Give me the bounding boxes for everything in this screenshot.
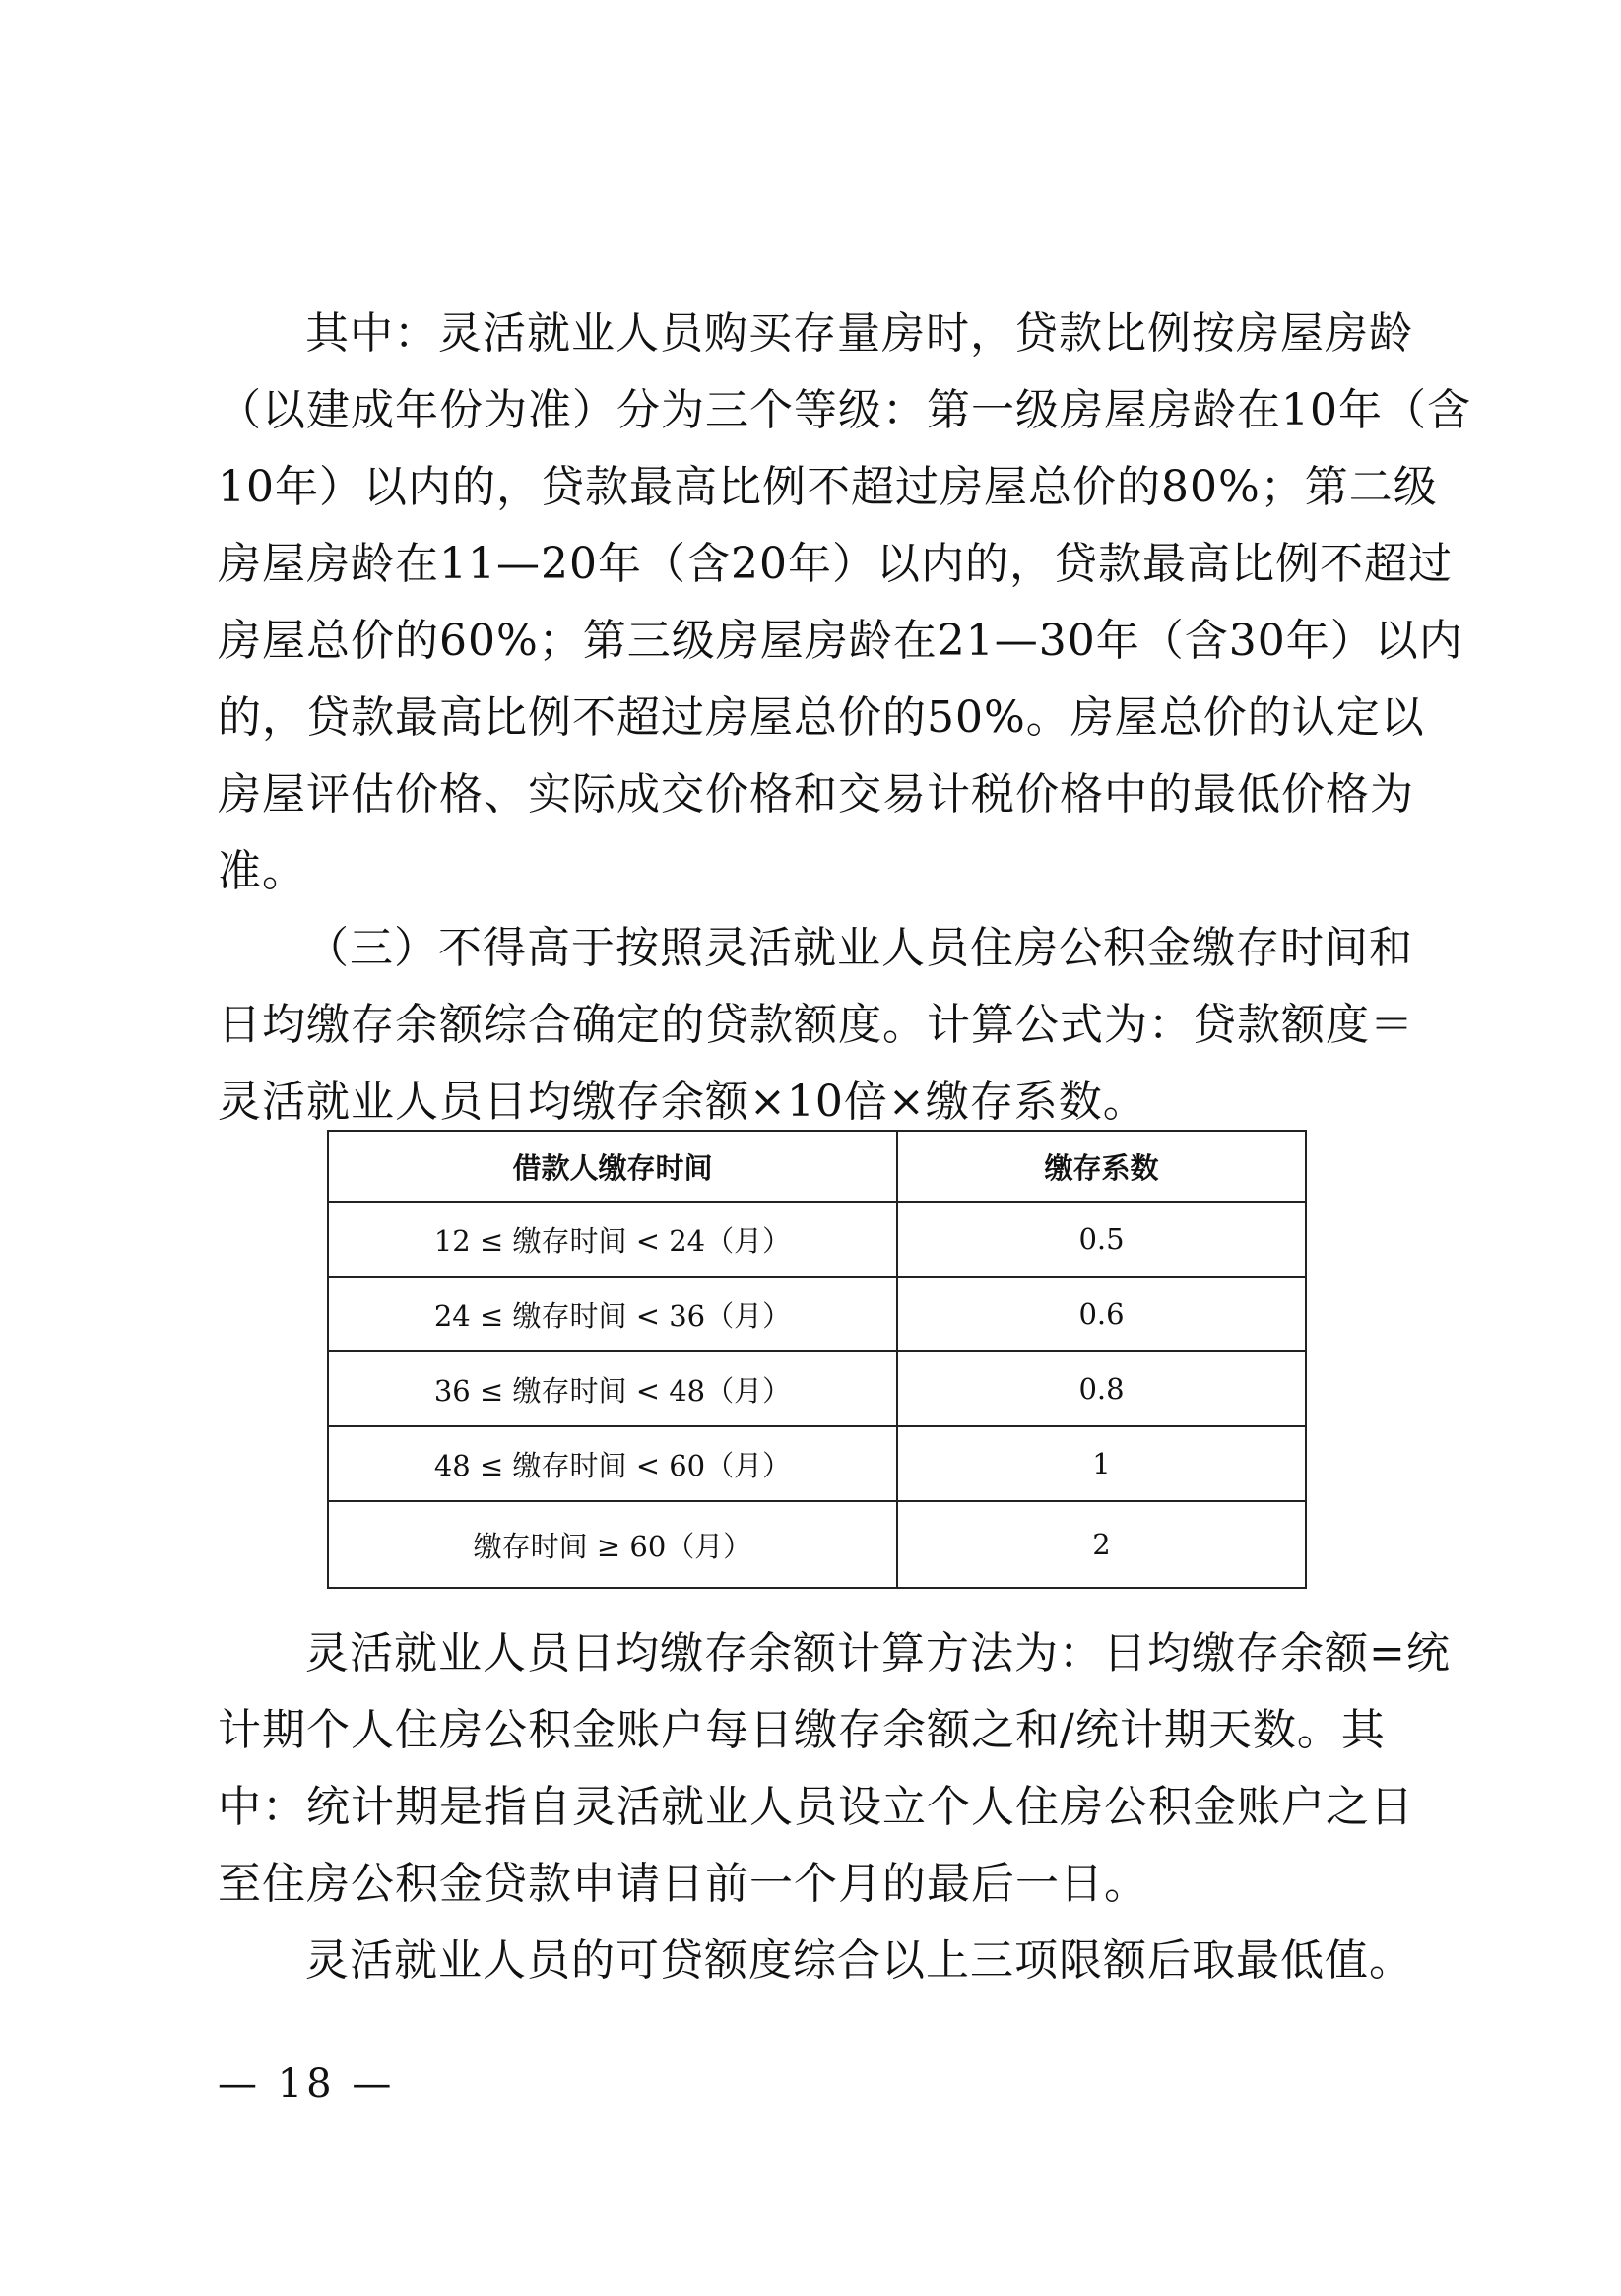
table-cell: 36 ≤ 缴存时间 < 48（月）	[328, 1351, 897, 1426]
page-number: — 18 —	[218, 2062, 396, 2107]
text-line: 的，贷款最高比例不超过房屋总价的50%。房屋总价的认定以	[218, 692, 1425, 743]
table-row	[328, 1202, 1306, 1277]
text-line: （以建成年份为准）分为三个等级：第一级房屋房龄在10年（含	[218, 385, 1471, 435]
text-line: 灵活就业人员的可贷额度综合以上三项限额后取最低值。	[305, 1935, 1413, 1986]
table-cell: 0.8	[897, 1351, 1306, 1426]
table-cell: 12 ≤ 缴存时间 < 24（月）	[328, 1202, 897, 1277]
table-header-cell: 缴存系数	[897, 1131, 1306, 1202]
table-cell: 24 ≤ 缴存时间 < 36（月）	[328, 1277, 897, 1351]
text-line: 其中：灵活就业人员购买存量房时，贷款比例按房屋房龄	[305, 308, 1413, 359]
table-header-cell: 借款人缴存时间	[328, 1131, 897, 1202]
table-row	[328, 1501, 1306, 1588]
coefficient-table	[327, 1130, 1307, 1589]
table-row	[328, 1426, 1306, 1501]
table-header-row	[328, 1131, 1306, 1202]
text-line: 房屋房龄在11—20年（含20年）以内的，贷款最高比例不超过	[218, 539, 1453, 589]
table-row	[328, 1277, 1306, 1351]
text-line: 计期个人住房公积金账户每日缴存余额之和/统计期天数。其	[218, 1705, 1386, 1755]
text-line: 准。	[218, 846, 306, 896]
text-line: 房屋总价的60%；第三级房屋房龄在21—30年（含30年）以内	[218, 616, 1463, 666]
text-line: （三）不得高于按照灵活就业人员住房公积金缴存时间和	[305, 923, 1413, 973]
table-cell: 48 ≤ 缴存时间 < 60（月）	[328, 1426, 897, 1501]
text-line: 灵活就业人员日均缴存余额×10倍×缴存系数。	[218, 1077, 1147, 1127]
table-cell: 0.5	[897, 1202, 1306, 1277]
table-cell: 1	[897, 1426, 1306, 1501]
text-line: 至住房公积金贷款申请日前一个月的最后一日。	[218, 1859, 1148, 1909]
text-line: 日均缴存余额综合确定的贷款额度。计算公式为：贷款额度＝	[218, 1000, 1414, 1050]
table-row	[328, 1351, 1306, 1426]
text-line: 10年）以内的，贷款最高比例不超过房屋总价的80%；第二级	[218, 462, 1438, 512]
table-cell: 0.6	[897, 1277, 1306, 1351]
text-line: 中：统计期是指自灵活就业人员设立个人住房公积金账户之日	[218, 1782, 1414, 1832]
text-line: 房屋评估价格、实际成交价格和交易计税价格中的最低价格为	[218, 769, 1414, 820]
table-cell: 2	[897, 1501, 1306, 1588]
table-cell: 缴存时间 ≥ 60（月）	[328, 1501, 897, 1588]
text-line: 灵活就业人员日均缴存余额计算方法为：日均缴存余额=统	[305, 1628, 1451, 1678]
